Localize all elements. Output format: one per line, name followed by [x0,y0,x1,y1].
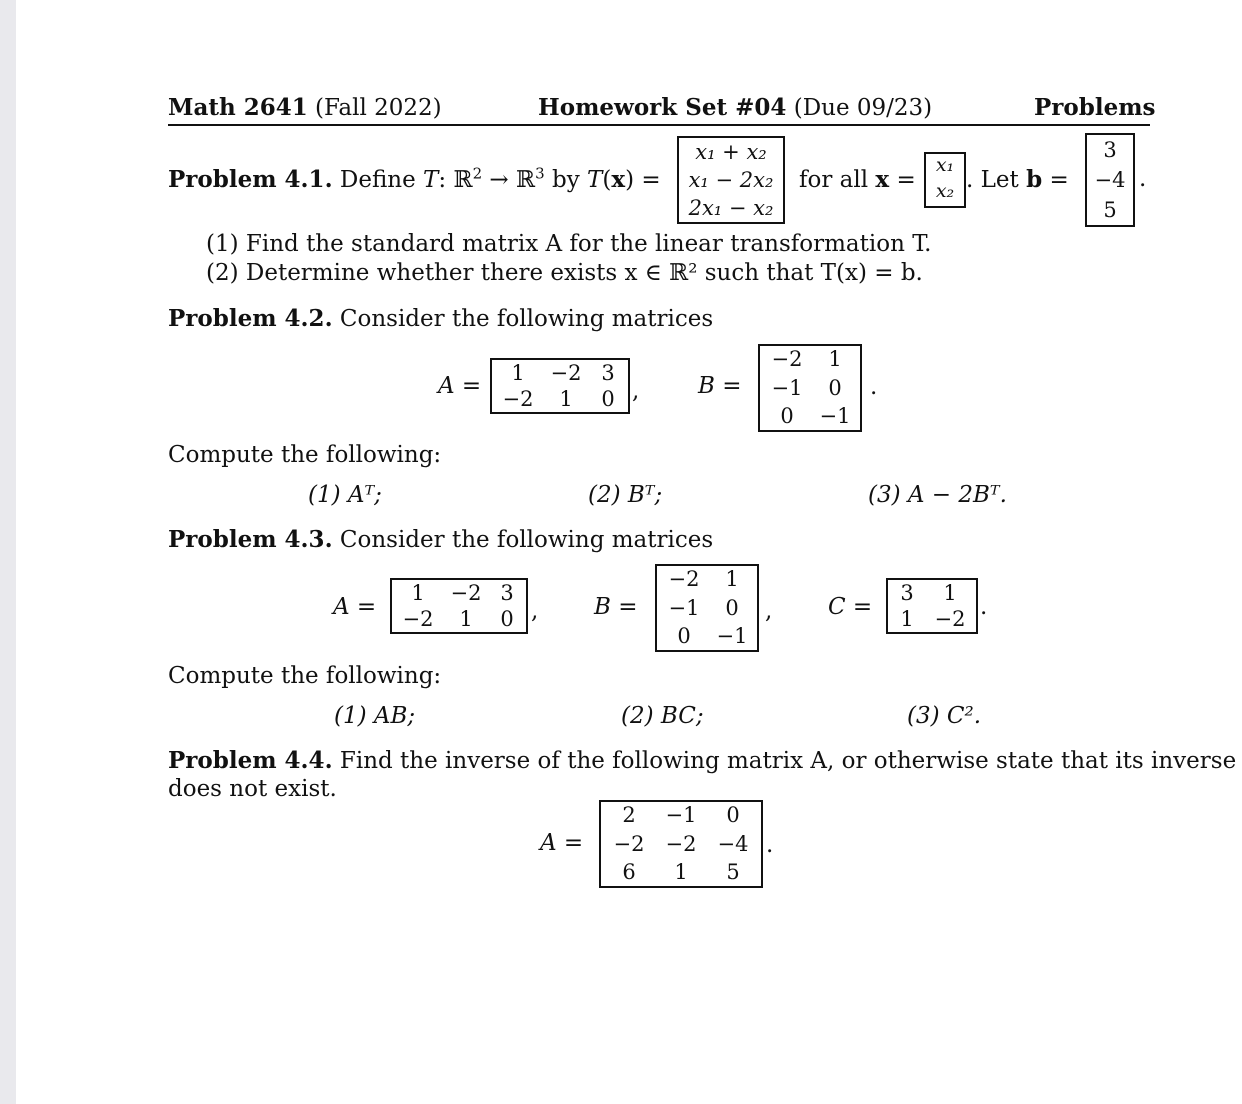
matrix-entry: 0 [601,387,615,411]
p41-for-all: for all x = [799,166,916,193]
matrix-entry: 2 [622,803,636,827]
p41-vector-b [1085,133,1135,227]
p44-A-label: A = [540,830,584,856]
p41-let-b: . Let b = [966,166,1069,193]
matrix-entry: x₁ [935,154,955,176]
p43-task-3: (3) C². [907,703,982,729]
matrix-entry: −1 [771,376,803,400]
matrix-entry: 1 [559,387,573,411]
header-homework: Homework Set #04 (Due 09/23) [538,94,933,121]
p43-B-label: B = [594,594,638,620]
matrix-entry: 1 [900,607,914,631]
matrix-entry: 3 [601,361,615,385]
header-problems: Problems [1034,94,1156,121]
p42-comma: , [632,378,640,404]
matrix-entry: 5 [1103,198,1117,222]
matrix-entry: −2 [550,361,582,385]
matrix-entry: −4 [717,832,749,856]
header-rule [168,124,1150,126]
matrix-entry: −2 [613,832,645,856]
matrix-entry: 0 [726,803,740,827]
matrix-entry: 1 [943,581,957,605]
p43-task-2: (2) BC; [621,703,704,729]
p42-compute: Compute the following: [168,442,442,468]
matrix-entry: −2 [771,347,803,371]
p41-item-2: (2) Determine whether there exists x ∈ ℝ² such that T(x) = b. [206,260,923,286]
matrix-entry: 1 [674,860,688,884]
matrix-entry: x₂ [935,180,955,202]
p43-A-label: A = [333,594,377,620]
matrix-entry: 3 [1103,138,1117,162]
p44-statement-line2: does not exist. [168,776,337,802]
matrix-entry: 5 [726,860,740,884]
matrix-entry: −1 [665,803,697,827]
p43-comma-2: , [765,598,773,624]
matrix-entry: 3 [900,581,914,605]
p44-matrix-A [599,800,763,888]
matrix-entry: −2 [402,607,434,631]
p43-statement: Problem 4.3. Consider the following matrices [168,526,714,553]
matrix-entry: −1 [716,624,748,648]
matrix-entry: 1 [828,347,842,371]
p42-period: . [870,374,878,400]
p43-matrix-B [655,564,759,652]
p42-A-label: A = [438,373,482,399]
p42-matrix-B [758,344,862,432]
matrix-entry: −2 [668,567,700,591]
p41-matrix-T [677,136,785,224]
p42-matrix-A [490,358,630,414]
p43-matrix-A [390,578,528,634]
matrix-entry: 0 [500,607,514,631]
matrix-entry: 0 [725,596,739,620]
p43-C-label: C = [828,594,873,620]
p42-task-3: (3) A − 2Bᵀ. [868,482,1007,508]
left-margin-bar [0,0,16,1104]
p43-task-1: (1) AB; [334,703,416,729]
matrix-entry: 3 [500,581,514,605]
p41-vector-x [924,152,966,208]
p42-statement: Problem 4.2. Consider the following matrices [168,305,714,332]
matrix-entry: 0 [780,404,794,428]
matrix-entry: 0 [677,624,691,648]
header-course: Math 2641 (Fall 2022) [168,94,442,121]
p41-item-1: (1) Find the standard matrix A for the linear transformation T. [206,231,932,257]
matrix-entry: −2 [934,607,966,631]
matrix-entry: 6 [622,860,636,884]
matrix-entry: 1 [411,581,425,605]
matrix-entry: x₁ − 2x₂ [688,168,774,192]
matrix-entry: −2 [450,581,482,605]
matrix-entry: −2 [502,387,534,411]
matrix-entry: −1 [819,404,851,428]
matrix-entry: 1 [511,361,525,385]
matrix-entry: 1 [725,567,739,591]
matrix-entry: −1 [668,596,700,620]
p43-matrix-C [886,578,978,634]
p41-period: . [1139,166,1147,192]
matrix-entry: 0 [828,376,842,400]
p43-period: . [980,594,988,620]
p42-B-label: B = [698,373,742,399]
matrix-entry: −2 [665,832,697,856]
matrix-entry: x₁ + x₂ [695,140,767,164]
p44-statement-line1: Problem 4.4. Find the inverse of the following matrix A, or otherwise state that its inverse [168,747,1237,774]
p42-task-2: (2) Bᵀ; [588,482,663,508]
p43-compute: Compute the following: [168,663,442,689]
matrix-entry: −4 [1094,168,1126,192]
p42-task-1: (1) Aᵀ; [308,482,382,508]
p43-comma-1: , [531,598,539,624]
p44-period: . [766,832,774,858]
p41-statement: Problem 4.1. Define T: ℝ$^2$ → ℝ$^3$ by T(x) = [168,164,661,193]
matrix-entry: 2x₁ − x₂ [688,196,774,220]
matrix-entry: 1 [459,607,473,631]
